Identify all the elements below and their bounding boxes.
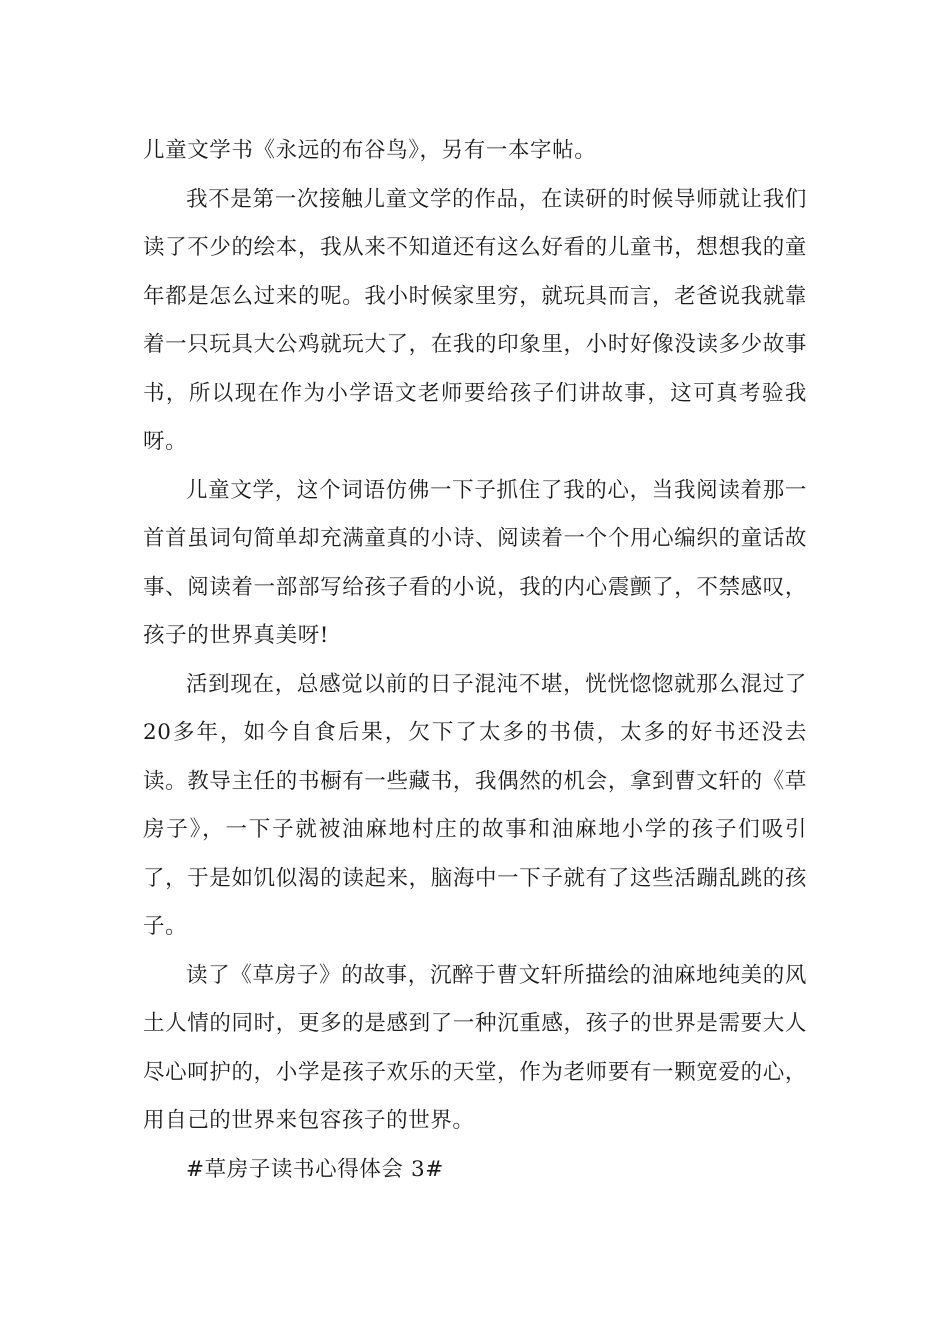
- document-body: [143, 127, 807, 1194]
- paragraph-grass-house-discovery: 活到现在，总感觉以前的日子混沌不堪，恍恍惚惚就那么混过了20多年，如今自食后果，欠下了太多的书债，太多的好书还没去读。教导主任的书橱有一些藏书，我偶然的机会，拿到曹文轩的《草房子》，一下子就被油麻地村庄的故事和油麻地小学的孩子们吸引了，于是如饥似渴的读起来，脑海中一下子就有了这些活蹦乱跳的孩子。: [143, 671, 807, 939]
- paragraph-reflection: 读了《草房子》的故事，沉醉于曹文轩所描绘的油麻地纯美的风土人情的同时，更多的是感到了一种沉重感，孩子的世界是需要大人尽心呵护的，小学是孩子欢乐的天堂，作为老师要有一颗宽爱的心，用自己的世界来包容孩子的世界。: [143, 962, 807, 1133]
- paragraph-childrens-literature: 儿童文学，这个词语仿佛一下子抓住了我的心，当我阅读着那一首首虽词句简单却充满童真的小诗、阅读着一个个用心编织的童话故事、阅读着一部部写给孩子看的小说，我的内心震颤了，不禁感叹，孩子的世界真美呀!: [143, 477, 807, 648]
- paragraph-reading-experience: 我不是第一次接触儿童文学的作品，在读研的时候导师就让我们读了不少的绘本，我从来不知道还有这么好看的儿童书，想想我的童年都是怎么过来的呢。我小时候家里穷，就玩具而言，老爸说我就靠着一只玩具大公鸡就玩大了，在我的印象里，小时好像没读多少故事书，所以现在作为小学语文老师要给孩子们讲故事，这可真考验我呀。: [143, 186, 807, 454]
- paragraph-continuation: 儿童文学书《永远的布谷鸟》，另有一本字帖。: [143, 138, 597, 163]
- section-heading: #草房子读书心得体会 3#: [186, 1156, 444, 1182]
